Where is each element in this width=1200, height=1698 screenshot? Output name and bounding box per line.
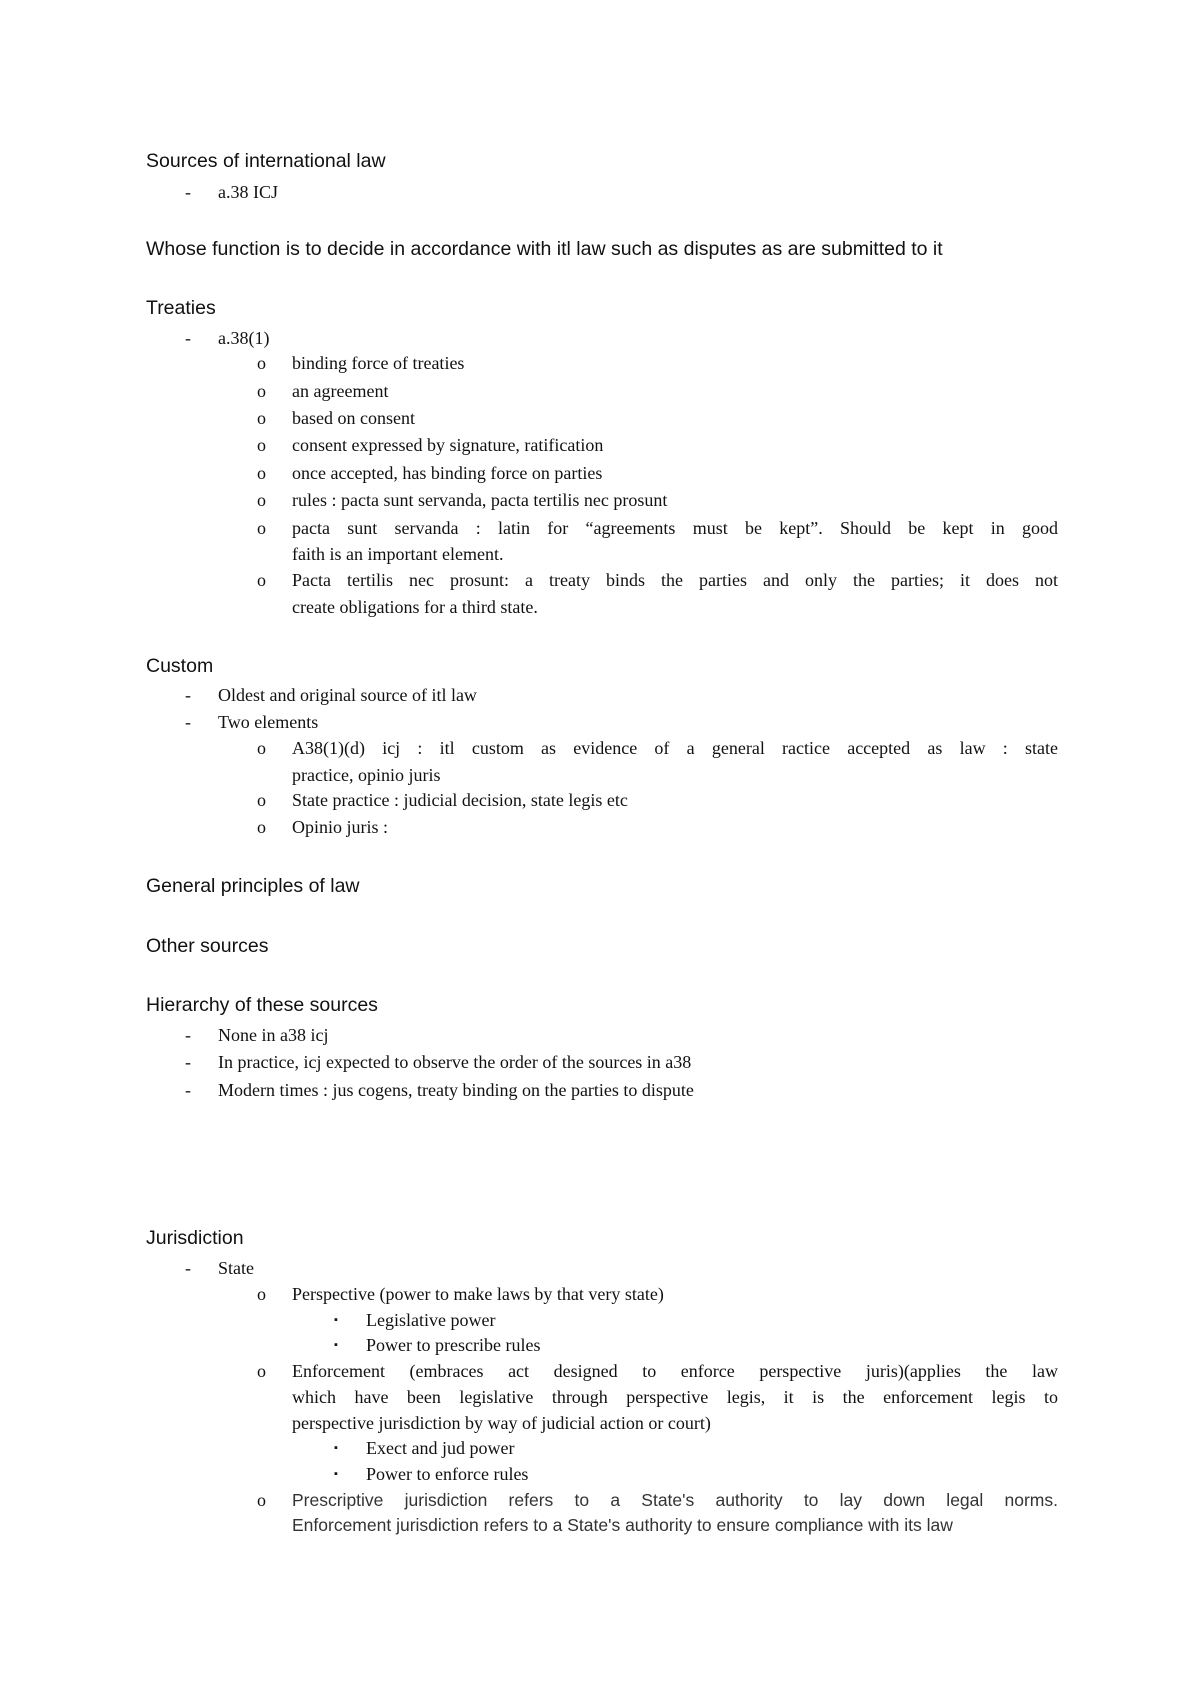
heading-sources: Sources of international law bbox=[146, 150, 386, 172]
heading-custom: Custom bbox=[146, 655, 214, 677]
list-item: Legislative power bbox=[366, 1310, 496, 1330]
dash-marker: - bbox=[185, 1080, 191, 1100]
dash-marker: - bbox=[185, 182, 191, 202]
circle-marker: o bbox=[257, 353, 266, 373]
list-item: Two elements bbox=[218, 712, 319, 732]
list-item: once accepted, has binding force on parties bbox=[292, 463, 603, 483]
circle-marker: o bbox=[257, 408, 266, 428]
list-item: an agreement bbox=[292, 381, 389, 401]
circle-marker: o bbox=[257, 1361, 266, 1381]
list-item-continuation: Enforcement jurisdiction refers to a State's authority to ensure compliance with its law bbox=[292, 1515, 953, 1535]
list-item: binding force of treaties bbox=[292, 353, 465, 373]
heading-jurisdiction: Jurisdiction bbox=[146, 1227, 244, 1249]
list-item: Perspective (power to make laws by that very state) bbox=[292, 1284, 664, 1304]
list-item: a.38(1) bbox=[218, 328, 270, 348]
circle-marker: o bbox=[257, 1490, 266, 1510]
list-item-continuation: practice, opinio juris bbox=[292, 765, 441, 785]
square-marker: ▪ bbox=[334, 1442, 338, 1454]
heading-hierarchy: Hierarchy of these sources bbox=[146, 994, 378, 1016]
list-item: rules : pacta sunt servanda, pacta tertilis nec prosunt bbox=[292, 490, 668, 510]
list-item: State bbox=[218, 1258, 254, 1278]
circle-marker: o bbox=[257, 1284, 266, 1304]
circle-marker: o bbox=[257, 490, 266, 510]
list-item: State practice : judicial decision, state legis etc bbox=[292, 790, 628, 810]
list-item-continuation: which have been legislative through perspective legis, it is the enforcement legis to bbox=[292, 1387, 1058, 1407]
list-item: pacta sunt servanda : latin for “agreements must be kept”. Should be kept in good bbox=[292, 518, 1058, 538]
list-item-continuation: faith is an important element. bbox=[292, 544, 504, 564]
circle-marker: o bbox=[257, 435, 266, 455]
list-item: Pacta tertilis nec prosunt: a treaty binds the parties and only the parties; it does not bbox=[292, 570, 1058, 590]
square-marker: ▪ bbox=[334, 1468, 338, 1480]
list-item: Enforcement (embraces act designed to enforce perspective juris)(applies the law bbox=[292, 1361, 1058, 1381]
list-item-continuation: create obligations for a third state. bbox=[292, 597, 538, 617]
list-item: Opinio juris : bbox=[292, 817, 389, 837]
dash-marker: - bbox=[185, 1052, 191, 1072]
list-item: Modern times : jus cogens, treaty binding on the parties to dispute bbox=[218, 1080, 694, 1100]
square-marker: ▪ bbox=[334, 1314, 338, 1326]
dash-marker: - bbox=[185, 1025, 191, 1045]
heading-function: Whose function is to decide in accordance with itl law such as disputes as are submitted to it bbox=[146, 238, 943, 260]
heading-general-principles: General principles of law bbox=[146, 875, 360, 897]
list-item: Oldest and original source of itl law bbox=[218, 685, 477, 705]
dash-marker: - bbox=[185, 1258, 191, 1278]
heading-treaties: Treaties bbox=[146, 297, 216, 319]
circle-marker: o bbox=[257, 570, 266, 590]
dash-marker: - bbox=[185, 328, 191, 348]
list-item-continuation: perspective jurisdiction by way of judicial action or court) bbox=[292, 1413, 711, 1433]
dash-marker: - bbox=[185, 712, 191, 732]
list-item: Prescriptive jurisdiction refers to a State's authority to lay down legal norms. bbox=[292, 1490, 1058, 1510]
list-item: Power to enforce rules bbox=[366, 1464, 529, 1484]
list-item: consent expressed by signature, ratification bbox=[292, 435, 604, 455]
heading-other-sources: Other sources bbox=[146, 935, 269, 957]
circle-marker: o bbox=[257, 817, 266, 837]
circle-marker: o bbox=[257, 518, 266, 538]
list-item: A38(1)(d) icj : itl custom as evidence of a general ractice accepted as law : state bbox=[292, 738, 1058, 758]
circle-marker: o bbox=[257, 738, 266, 758]
list-item: Exect and jud power bbox=[366, 1438, 515, 1458]
circle-marker: o bbox=[257, 463, 266, 483]
list-item: Power to prescribe rules bbox=[366, 1335, 541, 1355]
circle-marker: o bbox=[257, 790, 266, 810]
square-marker: ▪ bbox=[334, 1339, 338, 1351]
list-item: In practice, icj expected to observe the order of the sources in a38 bbox=[218, 1052, 692, 1072]
dash-marker: - bbox=[185, 685, 191, 705]
list-item: based on consent bbox=[292, 408, 415, 428]
list-item: a.38 ICJ bbox=[218, 182, 278, 202]
list-item: None in a38 icj bbox=[218, 1025, 329, 1045]
circle-marker: o bbox=[257, 381, 266, 401]
